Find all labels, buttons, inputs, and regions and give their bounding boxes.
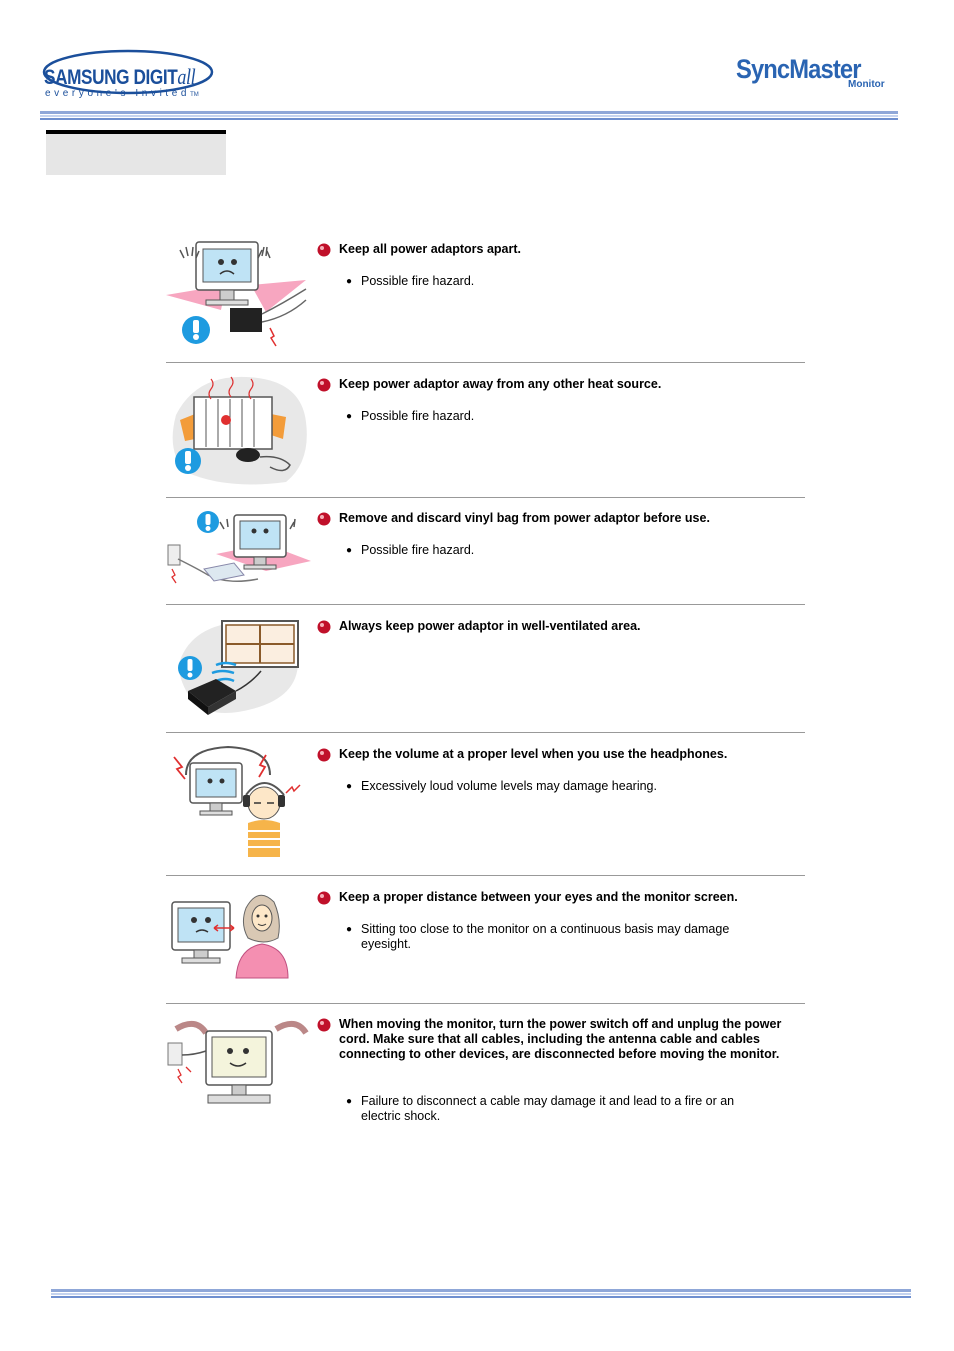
item-heading: Keep a proper distance between your eyes and the monitor screen.	[339, 890, 738, 904]
detail-dot-icon: ●	[346, 545, 353, 556]
brand-tm: TM	[190, 92, 199, 98]
item-detail	[346, 543, 781, 558]
item-separator	[166, 362, 805, 363]
safety-item	[166, 617, 805, 733]
item-bullet-icon	[317, 378, 331, 392]
product-sub: Monitor	[848, 79, 885, 90]
brand-tagline: everyone's Invited	[45, 88, 191, 99]
item-separator	[166, 1003, 805, 1004]
eye-distance-icon	[166, 888, 311, 980]
header-rule	[40, 111, 898, 121]
item-heading: Keep the volume at a proper level when you use the headphones.	[339, 747, 728, 761]
item-bullet-icon	[317, 748, 331, 762]
safety-item	[166, 509, 805, 605]
unplug-before-moving-icon	[166, 1015, 311, 1107]
detail-dot-icon: ●	[346, 924, 353, 935]
vinyl-bag-warning-icon	[166, 509, 311, 597]
item-bullet-icon	[317, 620, 331, 634]
item-detail	[346, 409, 781, 424]
item-heading: When moving the monitor, turn the power switch off and unplug the power cord. Make sure that all cables, including the antenna cable and cables connecting to other devices, are disconnected before moving the monitor.	[339, 1017, 782, 1061]
ventilation-warning-icon	[166, 617, 311, 721]
detail-dot-icon: ●	[346, 1096, 353, 1107]
item-heading: Remove and discard vinyl bag from power adaptor before use.	[339, 511, 710, 525]
item-detail-text: Sitting too close to the monitor on a continuous basis may damage eyesight.	[361, 922, 730, 951]
item-detail-text: Possible fire hazard.	[361, 543, 475, 557]
item-bullet-icon	[317, 512, 331, 526]
safety-item	[166, 745, 805, 876]
item-heading: Keep power adaptor away from any other heat source.	[339, 377, 662, 391]
item-separator	[166, 732, 805, 733]
item-detail-text: Excessively loud volume levels may damage hearing.	[361, 779, 657, 793]
detail-dot-icon: ●	[346, 276, 353, 287]
item-detail	[346, 779, 781, 794]
item-heading: Always keep power adaptor in well-ventilated area.	[339, 619, 641, 633]
item-detail-text: Possible fire hazard.	[361, 274, 475, 288]
detail-dot-icon: ●	[346, 411, 353, 422]
section-title-box	[46, 130, 226, 175]
item-detail	[346, 1094, 761, 1124]
heater-adaptor-warning-icon	[166, 375, 311, 485]
detail-dot-icon: ●	[346, 781, 353, 792]
safety-item	[166, 375, 805, 498]
item-heading: Keep all power adaptors apart.	[339, 242, 521, 256]
syncmaster-logo	[734, 54, 894, 94]
safety-item	[166, 888, 805, 1004]
item-bullet-icon	[317, 1018, 331, 1032]
item-bullet-icon	[317, 243, 331, 257]
product-name: SyncMaster	[736, 54, 861, 84]
item-detail-text: Failure to disconnect a cable may damage it and lead to a fire or an electric shock.	[361, 1094, 735, 1123]
item-detail	[346, 274, 781, 289]
safety-item	[166, 240, 805, 363]
item-detail-text: Possible fire hazard.	[361, 409, 475, 423]
item-separator	[166, 497, 805, 498]
item-detail	[346, 922, 761, 952]
brand-name: SAMSUNG DIGIT	[44, 66, 178, 89]
item-separator	[166, 604, 805, 605]
safety-item	[166, 1015, 805, 1135]
samsung-logo	[40, 44, 215, 104]
headphones-warning-icon	[166, 745, 311, 859]
item-separator	[166, 875, 805, 876]
footer-rule	[51, 1289, 911, 1299]
brand-suffix: all	[177, 64, 196, 89]
item-bullet-icon	[317, 891, 331, 905]
monitor-adaptors-warning-icon	[166, 240, 311, 350]
